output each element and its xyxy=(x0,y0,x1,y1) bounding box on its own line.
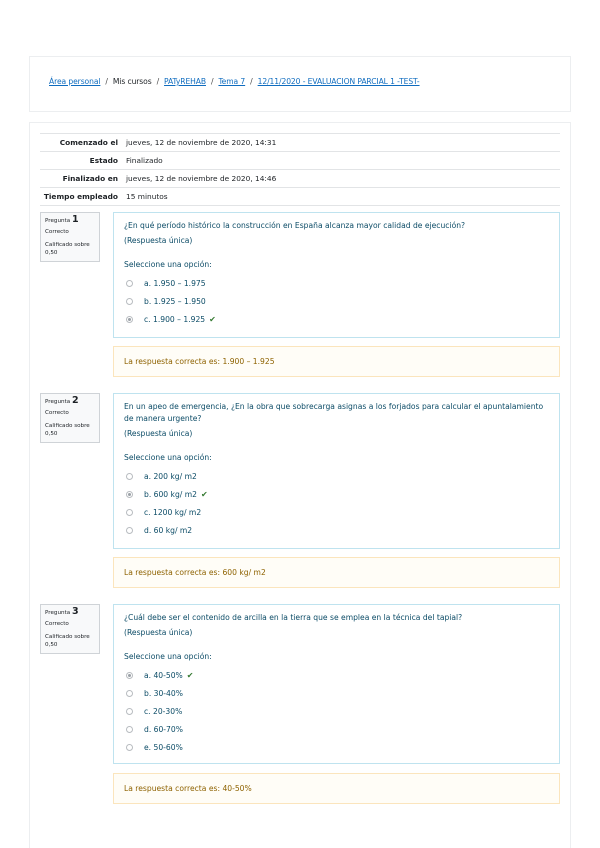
radio-button[interactable] xyxy=(126,280,133,287)
question-2-feedback: La respuesta correcta es: 600 kg/ m2 xyxy=(113,557,560,588)
question-prefix: Pregunta xyxy=(45,610,71,616)
summary-label: Tiempo empleado xyxy=(43,192,118,201)
answer-options xyxy=(124,274,549,328)
question-grade-label: Calificado sobre xyxy=(45,242,90,248)
question-state: Correcto xyxy=(45,229,69,235)
answer-options xyxy=(124,467,549,539)
question-number: 2 xyxy=(71,395,79,406)
answer-option[interactable] xyxy=(124,738,549,756)
question-prefix: Pregunta xyxy=(45,399,71,405)
breadcrumb-separator: / xyxy=(210,77,214,86)
answer-option[interactable] xyxy=(124,274,549,292)
question-2-info xyxy=(40,393,100,443)
summary-value: 15 minutos xyxy=(126,192,168,201)
question-prefix: Pregunta xyxy=(45,218,71,224)
answer-option[interactable] xyxy=(124,702,549,720)
question-1-feedback: La respuesta correcta es: 1.900 – 1.925 xyxy=(113,346,560,377)
question-grade-value: 0,50 xyxy=(45,250,58,256)
summary-row-time xyxy=(40,187,560,206)
question-state: Correcto xyxy=(45,410,69,416)
summary-label: Comenzado el xyxy=(59,138,118,147)
question-prompt: Seleccione una opción: xyxy=(124,453,212,462)
answer-options xyxy=(124,666,549,756)
summary-label: Finalizado en xyxy=(62,174,118,183)
summary-row-state xyxy=(40,151,560,169)
answer-option[interactable] xyxy=(124,720,549,738)
summary-label: Estado xyxy=(89,156,118,165)
breadcrumb-separator: / xyxy=(156,77,160,86)
answer-label: d. 60-70% xyxy=(144,724,183,734)
question-state: Correcto xyxy=(45,621,69,627)
radio-button-selected[interactable] xyxy=(126,672,133,679)
answer-option[interactable] xyxy=(124,485,549,503)
attempt-summary-table xyxy=(40,133,560,206)
radio-button[interactable] xyxy=(126,527,133,534)
answer-label: b. 30-40% xyxy=(144,688,183,698)
answer-label: a. 1.950 – 1.975 xyxy=(144,278,206,288)
radio-button[interactable] xyxy=(126,298,133,305)
answer-option[interactable] xyxy=(124,467,549,485)
correct-check-icon: ✔ xyxy=(200,489,208,499)
breadcrumb-separator: / xyxy=(250,77,253,86)
answer-label: c. 1200 kg/ m2 xyxy=(144,507,202,517)
radio-button[interactable] xyxy=(126,708,133,715)
radio-button-selected[interactable] xyxy=(126,491,133,498)
summary-row-finished xyxy=(40,169,560,187)
answer-option[interactable] xyxy=(124,666,549,684)
question-1-info xyxy=(40,212,100,262)
question-grade-label: Calificado sobre xyxy=(45,634,90,640)
question-text: ¿En qué período histórico la construcción en España alcanza mayor calidad de ejecución? xyxy=(124,221,466,230)
answer-option[interactable] xyxy=(124,684,549,702)
breadcrumb xyxy=(49,77,420,86)
radio-button[interactable] xyxy=(126,744,133,751)
radio-button[interactable] xyxy=(126,473,133,480)
breadcrumb-quiz[interactable]: 12/11/2020 - EVALUACION PARCIAL 1 -TEST- xyxy=(257,77,420,86)
answer-label: c. 1.900 – 1.925 xyxy=(144,314,206,324)
question-1-content xyxy=(113,212,560,338)
answer-label: a. 40-50% xyxy=(144,670,183,680)
question-prompt: Seleccione una opción: xyxy=(124,260,212,269)
breadcrumb-topic[interactable]: Tema 7 xyxy=(218,77,246,86)
question-2-content xyxy=(113,393,560,549)
question-3-content xyxy=(113,604,560,764)
breadcrumb-mis-cursos: Mis cursos xyxy=(112,77,152,86)
breadcrumb-area-personal[interactable]: Área personal xyxy=(49,77,101,86)
radio-button[interactable] xyxy=(126,726,133,733)
radio-button[interactable] xyxy=(126,509,133,516)
question-text: En un apeo de emergencia, ¿En la obra que sobrecarga asignas a los forjados para calcular el apuntalamiento de manera urgente? xyxy=(124,402,544,423)
answer-option[interactable] xyxy=(124,503,549,521)
answer-label: b. 1.925 – 1.950 xyxy=(144,296,206,306)
answer-option[interactable] xyxy=(124,521,549,539)
answer-label: d. 60 kg/ m2 xyxy=(144,525,193,535)
correct-check-icon: ✔ xyxy=(186,670,194,680)
answer-label: a. 200 kg/ m2 xyxy=(144,471,197,481)
question-grade-label: Calificado sobre xyxy=(45,423,90,429)
summary-value: Finalizado xyxy=(126,156,163,165)
question-number: 1 xyxy=(71,214,79,225)
breadcrumb-separator: / xyxy=(105,77,108,86)
summary-value: jueves, 12 de noviembre de 2020, 14:46 xyxy=(126,174,277,183)
answer-label: b. 600 kg/ m2 xyxy=(144,489,197,499)
radio-button[interactable] xyxy=(126,690,133,697)
summary-row-started xyxy=(40,133,560,151)
breadcrumb-container xyxy=(29,56,571,112)
summary-value: jueves, 12 de noviembre de 2020, 14:31 xyxy=(126,138,277,147)
question-text: ¿Cuál debe ser el contenido de arcilla en la tierra que se emplea en la técnica del tapial? xyxy=(124,613,463,622)
question-grade-value: 0,50 xyxy=(45,431,58,437)
breadcrumb-course[interactable]: PATyREHAB xyxy=(164,77,206,86)
question-prompt: Seleccione una opción: xyxy=(124,652,212,661)
answer-option[interactable] xyxy=(124,292,549,310)
question-subtitle: (Respuesta única) xyxy=(124,236,193,245)
question-3-info xyxy=(40,604,100,654)
correct-check-icon: ✔ xyxy=(209,314,216,324)
question-subtitle: (Respuesta única) xyxy=(124,429,193,438)
question-grade-value: 0,50 xyxy=(45,642,58,648)
radio-button-selected[interactable] xyxy=(126,316,133,323)
answer-label: c. 20-30% xyxy=(144,706,183,716)
answer-label: e. 50-60% xyxy=(144,742,183,752)
answer-option[interactable] xyxy=(124,310,549,328)
question-3-feedback: La respuesta correcta es: 40-50% xyxy=(113,773,560,804)
question-number: 3 xyxy=(71,606,79,617)
question-subtitle: (Respuesta única) xyxy=(124,628,193,637)
